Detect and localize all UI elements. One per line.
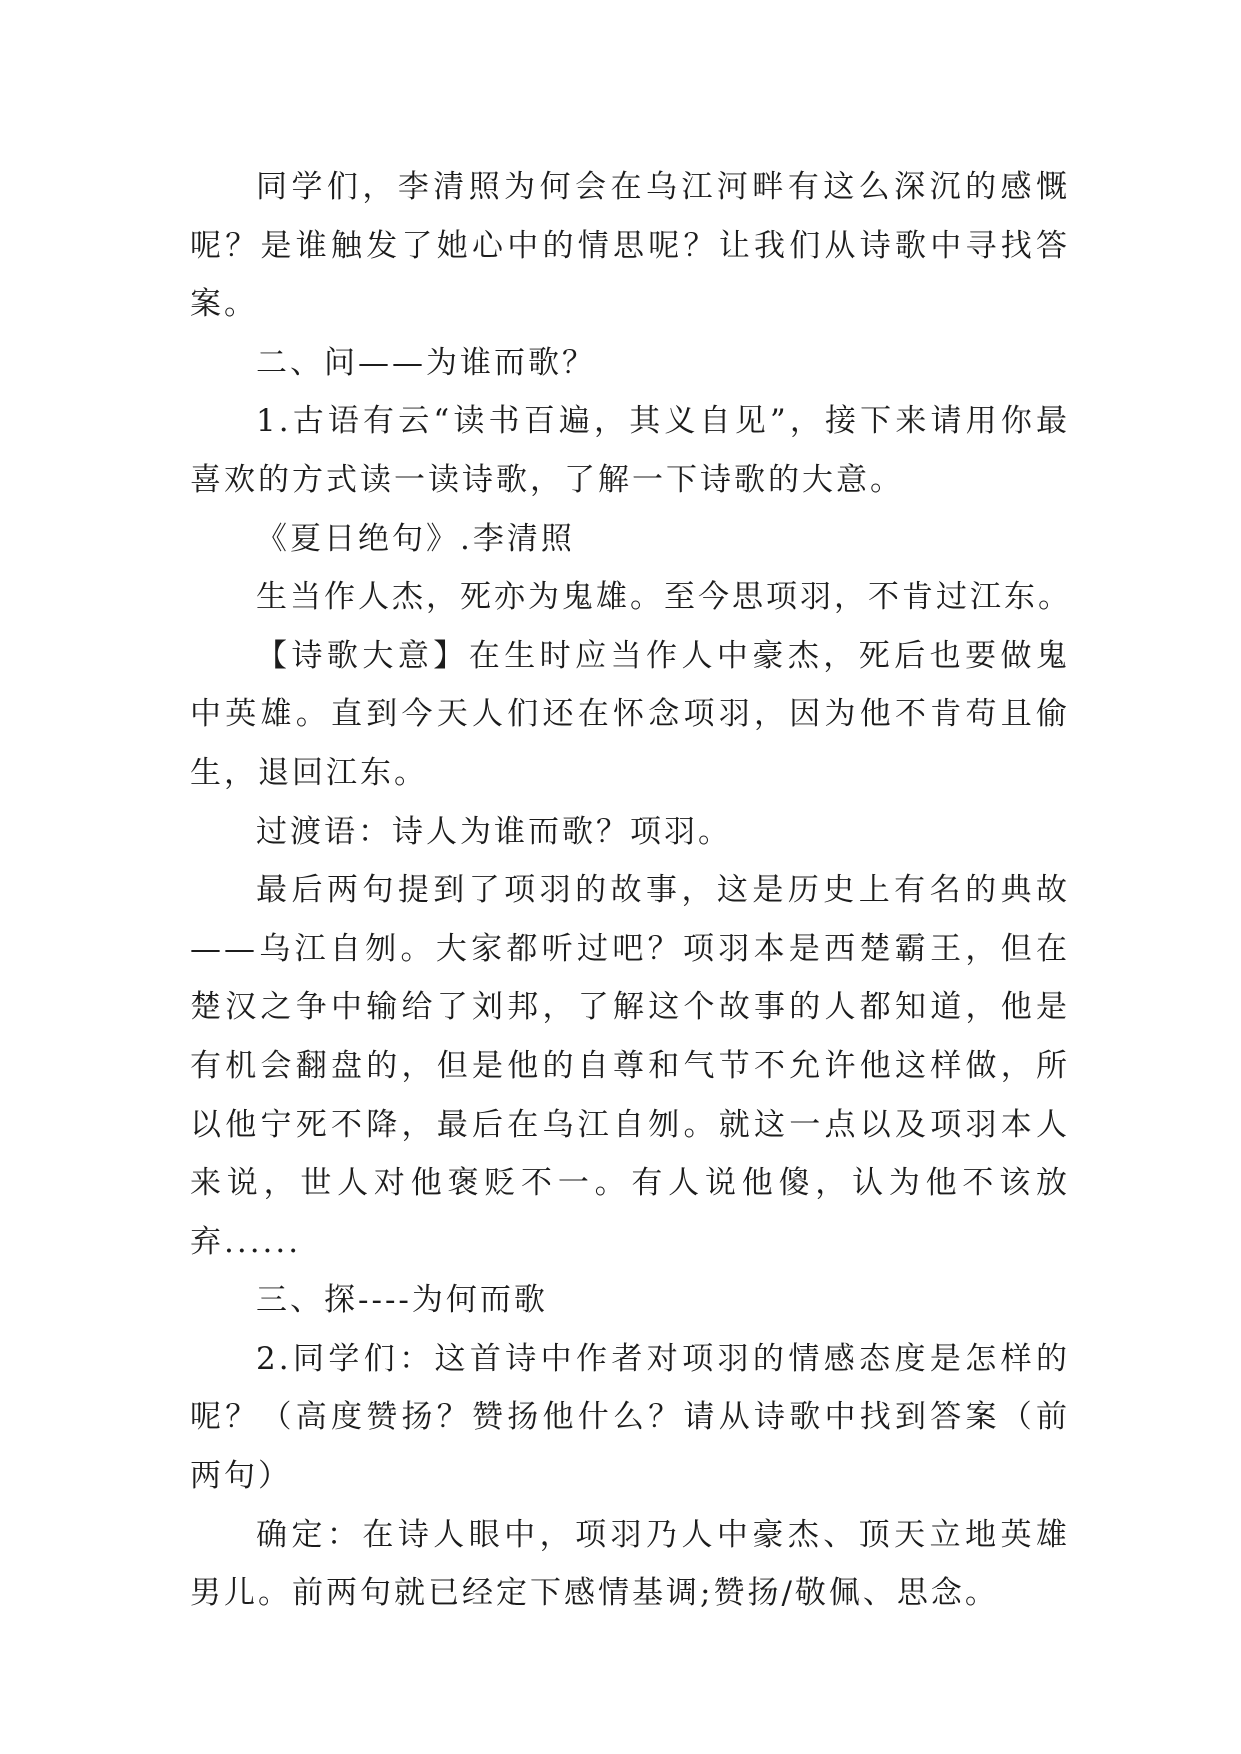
question-paragraph: 2.同学们：这首诗中作者对项羽的情感态度是怎样的呢？（高度赞扬？赞扬他什么？请从诗歌中找到答案（前两句） bbox=[190, 1340, 1070, 1495]
poem-meaning-paragraph bbox=[190, 627, 1070, 803]
story-paragraph: 最后两句提到了项羽的故事，这是历史上有名的典故——乌江自刎。大家都听过吧？项羽本是西楚霸王，但在楚汉之争中输给了刘邦，了解这个故事的人都知道，他是有机会翻盘的，但是他的自尊和气节不允许他这样做，所以他宁死不降，最后在乌江自刎。就这一点以及项羽本人来说，世人对他褒贬不一。有人说他傻，认为他不该放弃...... bbox=[190, 872, 1070, 1260]
poem-text: 生当作人杰，死亦为鬼雄。至今思项羽，不肯过江东。 bbox=[256, 579, 1072, 616]
section-heading-two: 二、问——为谁而歌？ bbox=[256, 344, 596, 381]
poem-meaning-text: 在生时应当作人中豪杰，死后也要做鬼中英雄。直到今天人们还在怀念项羽，因为他不肯苟且偷生，退回江东。 bbox=[190, 637, 1071, 791]
poem-title: 《夏日绝句》.李清照 bbox=[256, 520, 575, 557]
poem-meaning-label: 【诗歌大意】 bbox=[256, 637, 469, 674]
conclusion-paragraph: 确定：在诗人眼中，项羽乃人中豪杰、顶天立地英雄男儿。前两句就已经定下感情基调;赞扬/敬佩、思念。 bbox=[190, 1516, 1070, 1612]
section-heading-three: 三、探----为何而歌 bbox=[256, 1282, 548, 1319]
intro-paragraph: 同学们，李清照为何会在乌江河畔有这么深沉的感慨呢？是谁触发了她心中的情思呢？让我们从诗歌中寻找答案。 bbox=[190, 169, 1070, 323]
transition-paragraph: 过渡语：诗人为谁而歌？项羽。 bbox=[256, 813, 732, 850]
document-body bbox=[190, 158, 1070, 1623]
reading-task-paragraph: 1.古语有云“读书百遍，其义自见”，接下来请用你最喜欢的方式读一读诗歌，了解一下诗歌的大意。 bbox=[190, 403, 1070, 498]
